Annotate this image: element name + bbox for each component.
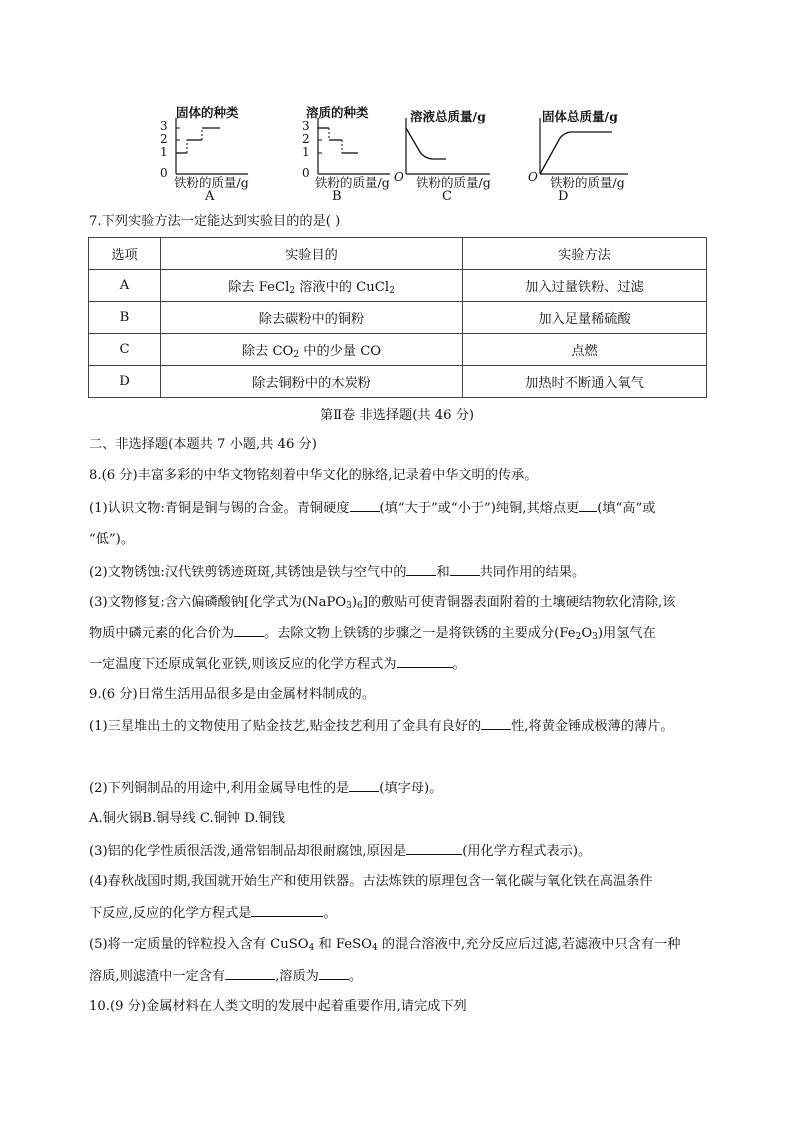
row-method: 加入足量稀硫酸: [463, 302, 707, 334]
q8-part3-line3: 一定温度下还原成氧化亚铁,则该反应的化学方程式为 。: [89, 657, 466, 672]
q9-part5-cont: 溶质,则滤渣中一定含有 ,溶质为 。: [89, 969, 363, 984]
graph-a: [140, 104, 290, 204]
row-aim: 除去 FeCl$_2$ 溶液中的 CuCl$_2$: [161, 270, 463, 302]
row-method: 加热时不断通入氧气: [463, 366, 707, 398]
graph-c-origin: O: [394, 170, 404, 184]
graph-a-ylabel: 固体的种类: [176, 105, 239, 120]
row-aim: 除去铜粉中的木炭粉: [161, 366, 463, 398]
table-header-row: [89, 238, 707, 270]
row-aim: 除去 $CO_2$ 中的少量 CO: [161, 334, 463, 366]
header-method: 实验方法: [463, 238, 707, 270]
header-aim: 实验目的: [161, 238, 463, 270]
row-option: A: [89, 270, 161, 302]
q9-options: A.铜火锅B.铜导线 C.铜钟 D.铜钱: [89, 811, 285, 826]
answer-blank[interactable]: [234, 624, 264, 637]
graph-d: [530, 104, 680, 204]
q9-part4: (4)春秋战国时期,我国就开始生产和使用铁器。古法炼铁的原理包含一氧化碳与氧化铁在高温条件: [89, 874, 653, 889]
table-row: [89, 302, 707, 334]
graph-d-xlabel: 铁粉的质量/g: [550, 175, 625, 190]
answer-blank[interactable]: [225, 967, 275, 980]
q9-part1: (1)三星堆出土的文物使用了贴金技艺,贴金技艺利用了金具有良好的 性,将黄金锤成极薄的薄片。: [89, 719, 674, 734]
section-2-heading: 二、非选择题(本题共 7 小题,共 46 分): [89, 437, 317, 452]
row-aim: 除去碳粉中的铜粉: [161, 302, 463, 334]
graph-d-origin: O: [528, 170, 538, 184]
q8-part2: (2)文物锈蚀:汉代铁剪锈迹斑斑,其锈蚀是铁与空气中的 和 共同作用的结果。: [89, 565, 586, 580]
answer-blank[interactable]: [319, 967, 349, 980]
graph-d-ylabel: 固体总质量/g: [542, 109, 618, 124]
graph-b-ylabel: 溶质的种类: [306, 105, 369, 120]
graph-b-caption: B: [332, 189, 342, 204]
row-method: 点燃: [463, 334, 707, 366]
graph-c-ylabel: 溶液总质量/g: [410, 109, 486, 124]
answer-blank[interactable]: [350, 499, 380, 512]
q8-part1: (1)认识文物:青铜是铜与锡的合金。青铜硬度 (填“大于”或“小于”)纯铜,其熔点更 (填“高”或: [89, 501, 656, 516]
q8-part3-line2: 物质中磷元素的化合价为 。去除文物上铁锈的步骤之一是将铁锈的主要成分$(Fe_2O_3)$用氢气在: [89, 626, 656, 642]
row-option: B: [89, 302, 161, 334]
q8-part3: (3)文物修复:含六偏磷酸钠[化学式为$(NaPO_3)_6$]的敷贴可使青铜器表面附着的土壤硬结物软化清除,该: [89, 595, 676, 611]
answer-blank[interactable]: [251, 904, 323, 917]
q9-part2: (2)下列铜制品的用途中,利用金属导电性的是 (填字母)。: [89, 781, 443, 796]
q7-stem: 7.下列实验方法一定能达到实验目的的是( ): [89, 214, 341, 229]
answer-blank[interactable]: [406, 842, 462, 855]
graph-b-tick-1: 1: [302, 145, 310, 159]
answer-blank[interactable]: [406, 563, 436, 576]
graph-a-tick-2: 2: [160, 132, 168, 146]
answer-blank[interactable]: [579, 499, 597, 512]
graph-a-caption: A: [205, 189, 215, 204]
graph-a-origin: 0: [160, 166, 168, 180]
q8-stem: 8.(6 分)丰富多彩的中华文物铭刻着中华文化的脉络,记录着中华文明的传承。: [89, 468, 538, 483]
row-option: D: [89, 366, 161, 398]
q9-part5: (5)将一定质量的锌粒投入含有 CuSO$_4$ 和 FeSO$_4$ 的混合溶液中,充分反应后过滤,若滤液中只含有一种: [89, 937, 681, 953]
q8-part1-cont: “低”)。: [89, 532, 135, 547]
answer-blank[interactable]: [349, 779, 379, 792]
graph-a-tick-3: 3: [160, 119, 168, 133]
table-row: [89, 334, 707, 366]
q10-stem: 10.(9 分)金属材料在人类文明的发展中起着重要作用,请完成下列: [89, 999, 467, 1014]
table-row: [89, 270, 707, 302]
graph-b-tick-3: 3: [302, 119, 310, 133]
answer-blank[interactable]: [450, 563, 480, 576]
graph-b-origin: 0: [302, 166, 310, 180]
row-method: 加入过量铁粉、过滤: [463, 270, 707, 302]
header-option: 选项: [89, 238, 161, 270]
q9-stem: 9.(6 分)日常生活用品很多是由金属材料制成的。: [89, 687, 376, 702]
answer-blank[interactable]: [481, 717, 511, 730]
graph-a-xlabel: 铁粉的质量/g: [174, 175, 249, 190]
q9-part4-cont: 下反应,反应的化学方程式是 。: [89, 906, 337, 921]
graph-b-tick-2: 2: [302, 132, 310, 146]
graph-c-caption: C: [442, 189, 452, 204]
answer-blank[interactable]: [397, 655, 453, 668]
section-2-title: 第Ⅱ卷 非选择题(共 46 分): [319, 408, 475, 423]
graph-c-xlabel: 铁粉的质量/g: [416, 175, 491, 190]
table-row: [89, 366, 707, 398]
q7-table: [88, 237, 707, 398]
q9-part3: (3)铝的化学性质很活泼,通常铝制品却很耐腐蚀,原因是 (用化学方程式表示)。: [89, 844, 592, 859]
graph-b-xlabel: 铁粉的质量/g: [315, 175, 390, 190]
graph-a-tick-1: 1: [160, 145, 168, 159]
row-option: C: [89, 334, 161, 366]
graph-d-caption: D: [558, 189, 569, 204]
graph-c: [394, 104, 548, 204]
